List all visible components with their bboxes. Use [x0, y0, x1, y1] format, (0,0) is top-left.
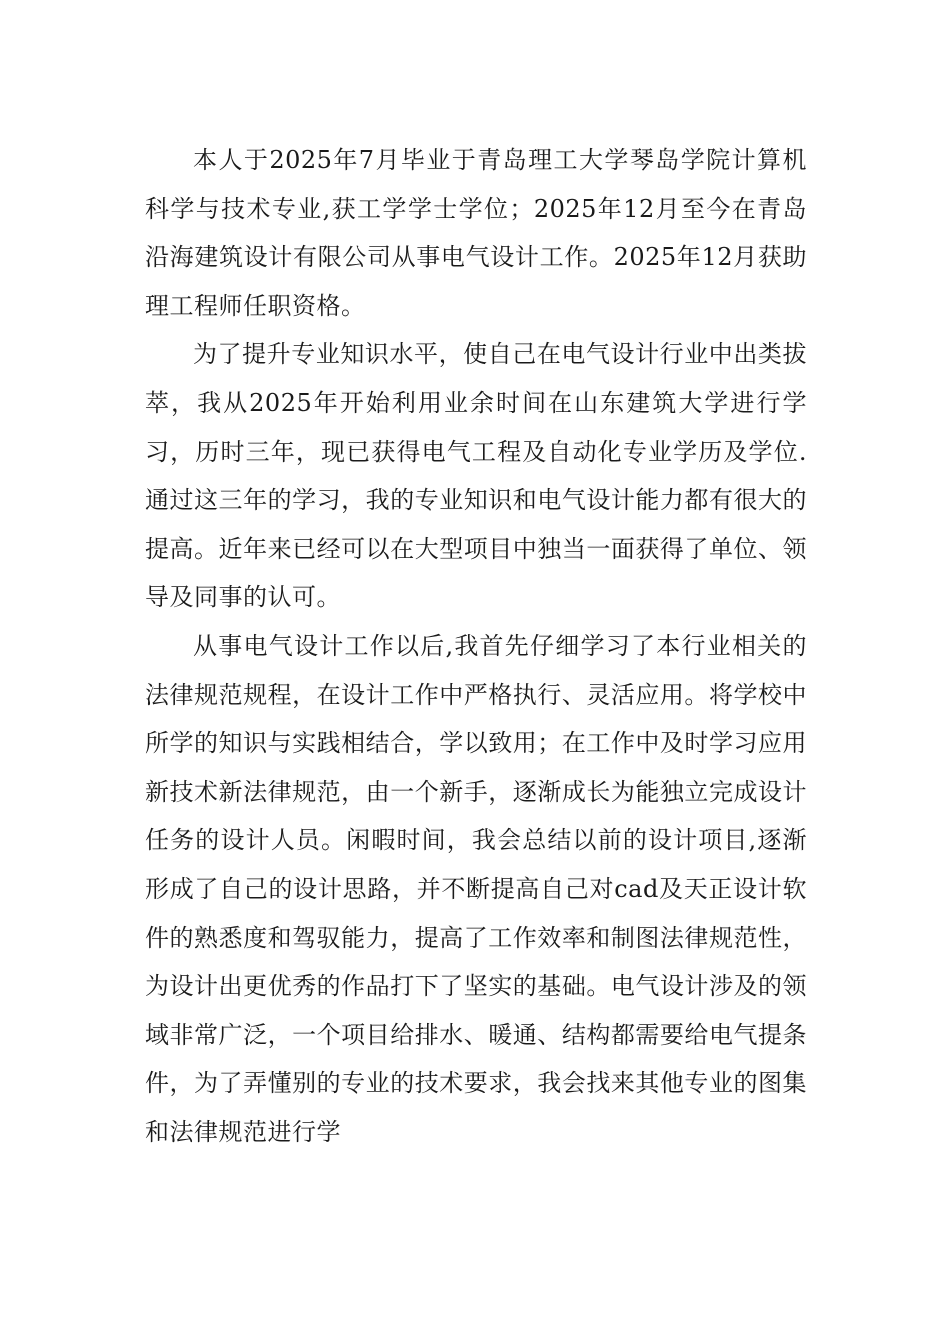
- document-body: [145, 136, 807, 1156]
- paragraph-work-experience: 从事电气设计工作以后,我首先仔细学习了本行业相关的法律规范规程，在设计工作中严格执行、灵活应用。将学校中所学的知识与实践相结合，学以致用；在工作中及时学习应用新技术新法律规范，由一个新手，逐渐成长为能独立完成设计任务的设计人员。闲暇时间，我会总结以前的设计项目,逐渐形成了自己的设计思路，并不断提高自己对cad及天正设计软件的熟悉度和驾驭能力，提高了工作效率和制图法律规范性，为设计出更优秀的作品打下了坚实的基础。电气设计涉及的领域非常广泛，一个项目给排水、暖通、结构都需要给电气提条件，为了弄懂别的专业的技术要求，我会找来其他专业的图集和法律规范进行学: [145, 631, 807, 1146]
- paragraph-further-study: 为了提升专业知识水平，使自己在电气设计行业中出类拔萃，我从2025年开始利用业余时间在山东建筑大学进行学习，历时三年，现已获得电气工程及自动化专业学历及学位.通过这三年的学习，我的专业知识和电气设计能力都有很大的提高。近年来已经可以在大型项目中独当一面获得了单位、领导及同事的认可。: [145, 340, 807, 612]
- paragraph-education: 本人于2025年7月毕业于青岛理工大学琴岛学院计算机科学与技术专业,获工学学士学位；2025年12月至今在青岛沿海建筑设计有限公司从事电气设计工作。2025年12月获助理工程师任职资格。: [145, 146, 807, 320]
